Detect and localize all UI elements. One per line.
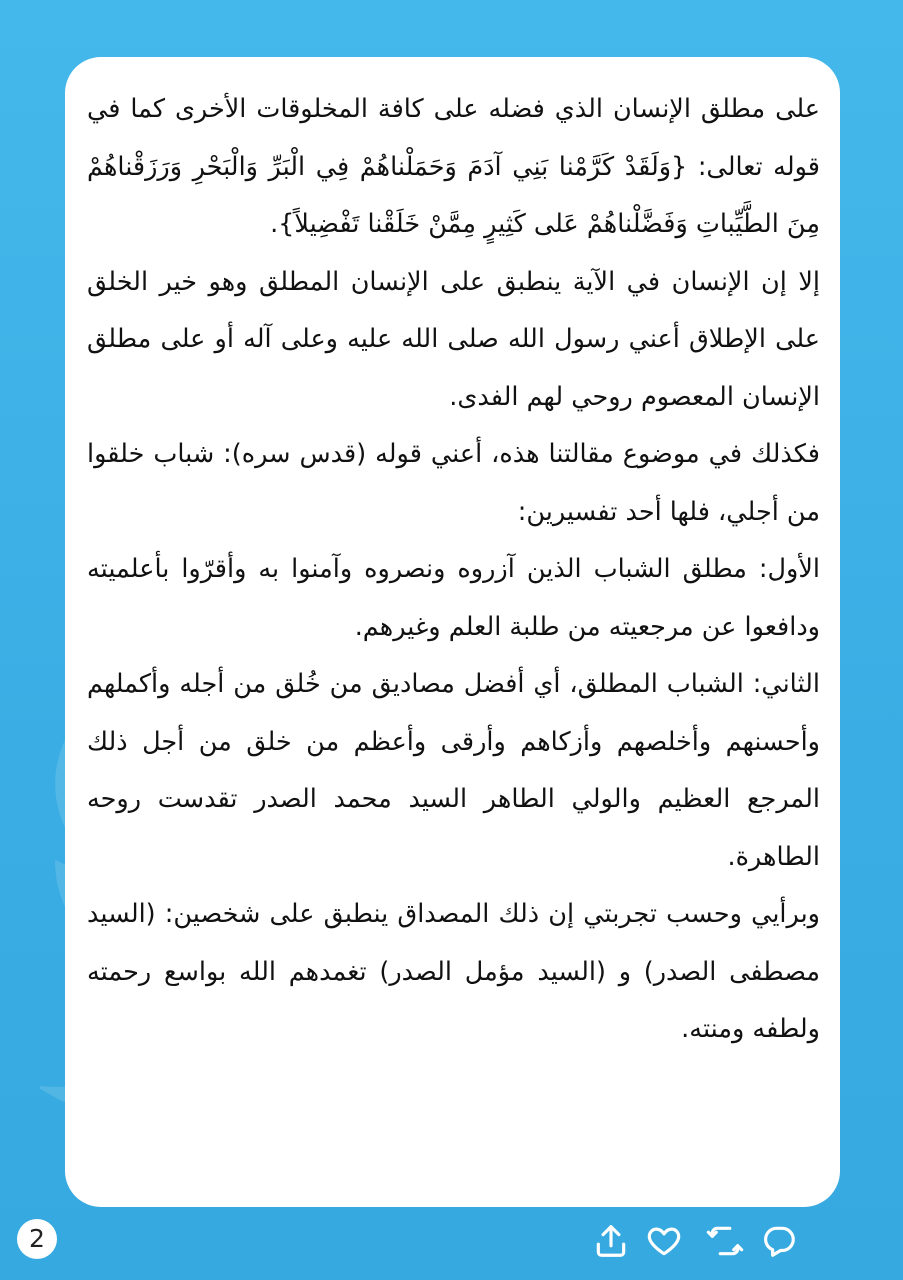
paragraph-4: الأول: مطلق الشباب الذين آزروه ونصروه وآمنوا به وأقرّوا بأعلميته ودافعوا عن مرجعيته من طلبة العلم وغيرهم. xyxy=(87,554,820,642)
paragraph-6: وبرأيي وحسب تجربتي إن ذلك المصداق ينطبق على شخصين: (السيد مصطفى الصدر) و (السيد مؤمل الصدر) تغمدهم الله بواسع رحمته ولطفه ومنته. xyxy=(87,899,820,1044)
retweet-icon[interactable] xyxy=(706,1222,744,1260)
paragraph-1: على مطلق الإنسان الذي فضله على كافة المخلوقات الأخرى كما في قوله تعالى: {وَلَقَدْ كَرَّمْنا بَنِي آدَمَ وَحَمَلْناهُمْ فِي الْبَرِّ وَالْبَحْرِ وَرَزَقْناهُمْ مِنَ الطَّيِّباتِ وَفَضَّلْناهُمْ عَلى كَثِيرٍ مِمَّنْ خَلَقْنا تَفْضِيلاً}. xyxy=(87,94,820,239)
action-bar xyxy=(590,1222,805,1262)
heart-icon[interactable] xyxy=(645,1222,683,1260)
share-icon[interactable] xyxy=(592,1222,630,1260)
reply-icon[interactable] xyxy=(760,1222,798,1260)
page-number-badge: 2 xyxy=(17,1219,57,1259)
paragraph-5: الثاني: الشباب المطلق، أي أفضل مصاديق من خُلق من أجله وأكملهم وأحسنهم وأخلصهم وأزكاهم وأرقى وأعظم من خلق من أجل ذلك المرجع العظيم والولي الطاهر السيد محمد الصدر تقدست روحه الطاهرة. xyxy=(87,669,820,872)
text-card xyxy=(65,57,840,1207)
paragraph-3: فكذلك في موضوع مقالتنا هذه، أعني قوله (قدس سره): شباب خلقوا من أجلي، فلها أحد تفسيرين: xyxy=(87,439,820,527)
paragraph-2: إلا إن الإنسان في الآية ينطبق على الإنسان المطلق وهو خير الخلق على الإطلاق أعني رسول الله صلى الله عليه وعلى آله أو على مطلق الإنسان المعصوم روحي لهم الفدى. xyxy=(87,266,820,412)
article-text xyxy=(87,81,820,1059)
